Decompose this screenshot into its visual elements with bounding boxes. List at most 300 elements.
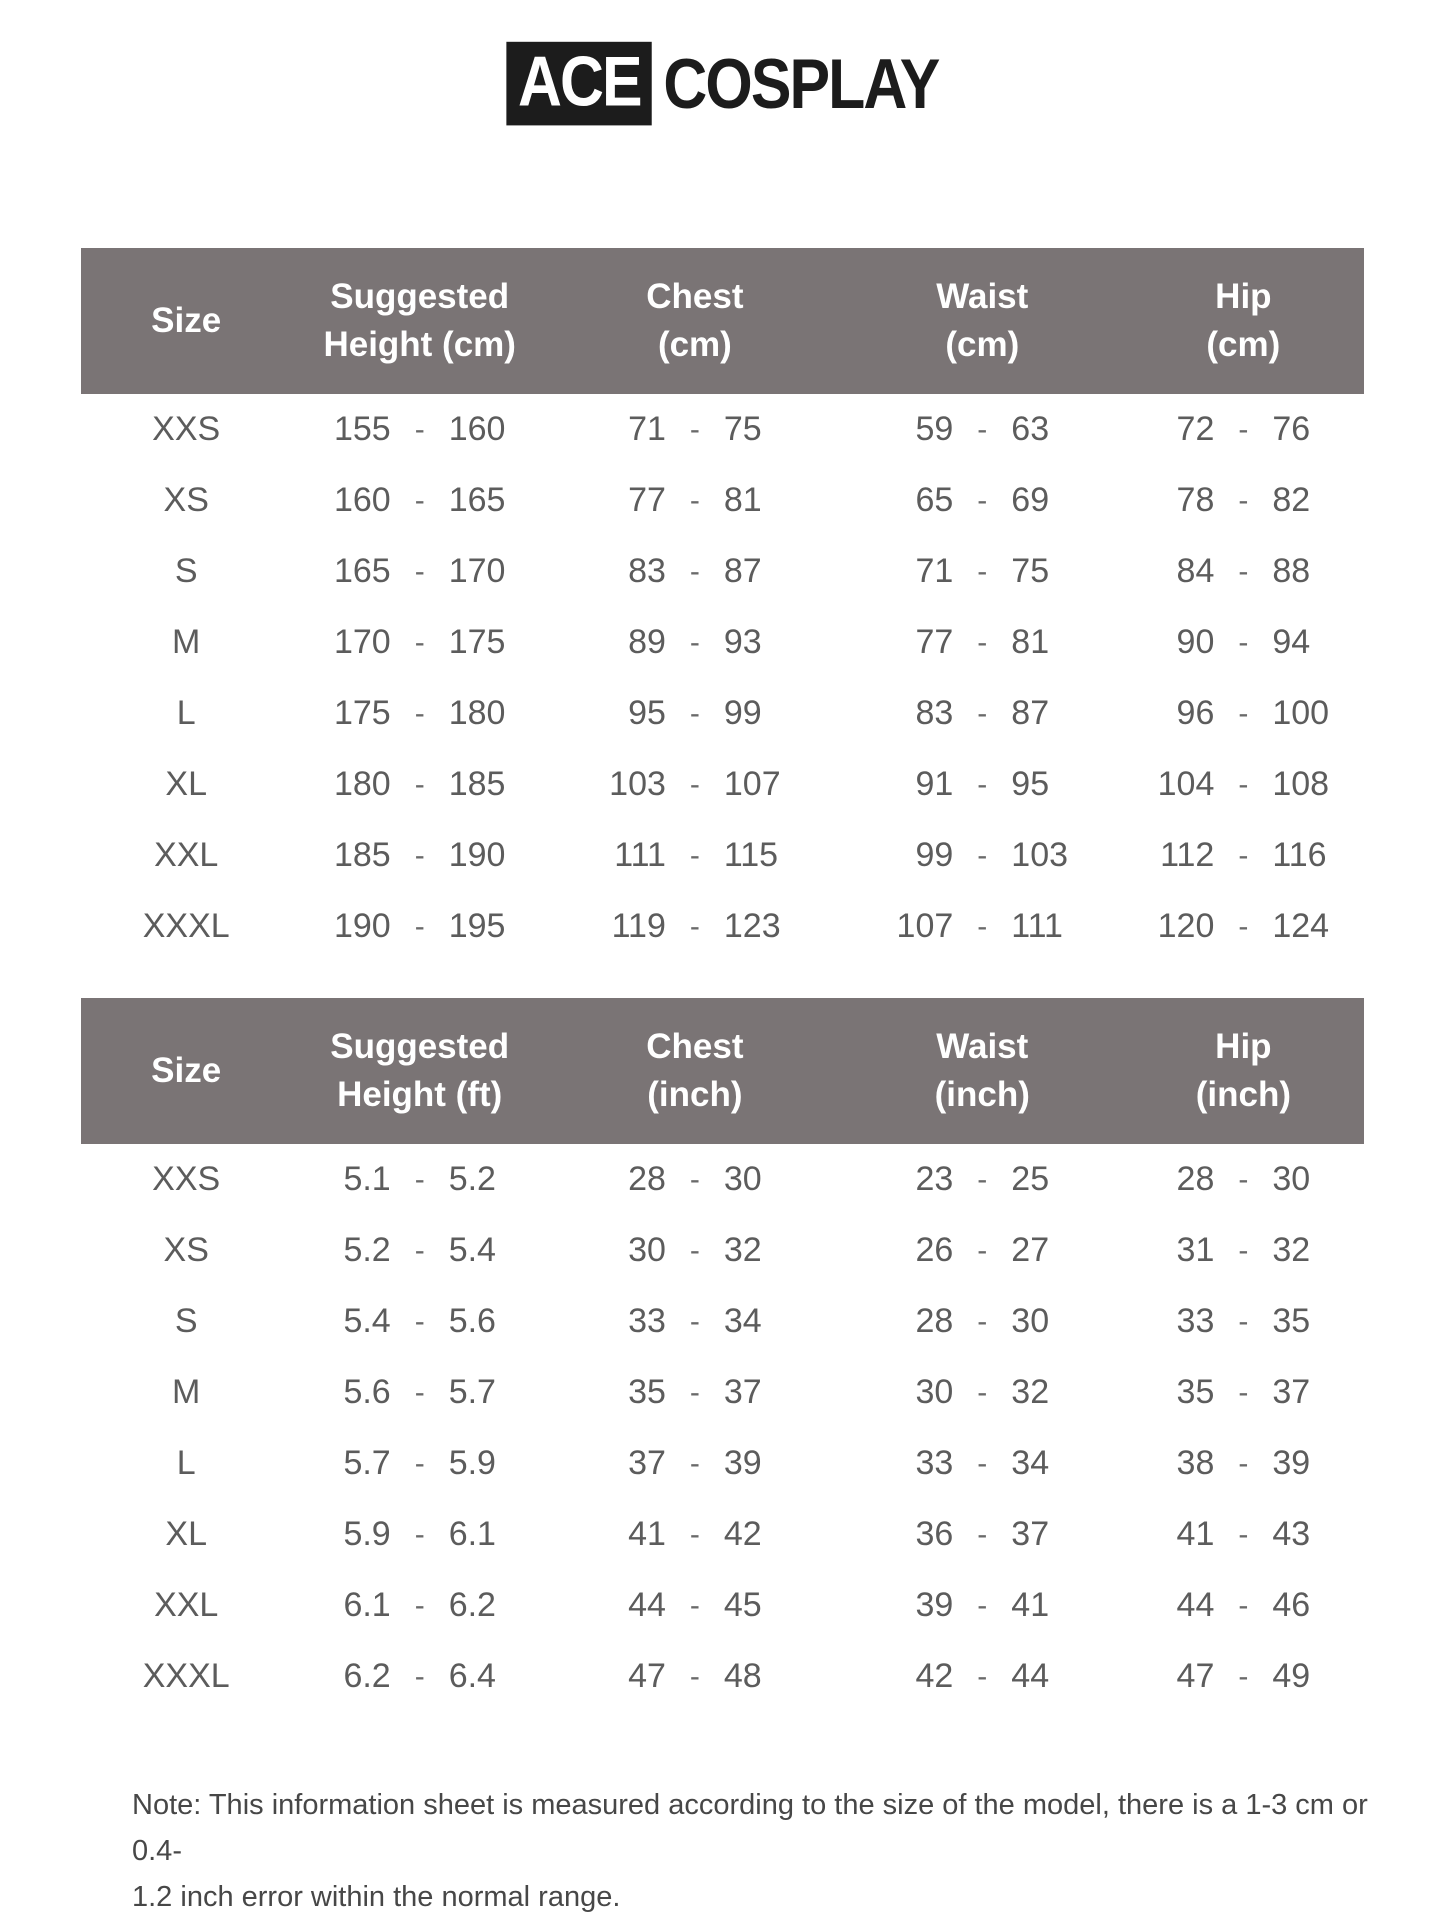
waist-max: 75 — [1011, 552, 1050, 590]
size-cell: S — [174, 1302, 198, 1340]
waist-max: 87 — [1011, 694, 1050, 732]
size-cell: XXL — [154, 1586, 219, 1624]
chest-max: 99 — [723, 694, 762, 732]
waist-min: 59 — [915, 410, 954, 448]
note-line-1: Note: This information sheet is measured according to the size of the model, there is a 1-3 cm or 0.4- — [132, 1789, 1368, 1867]
height-max: 195 — [448, 907, 506, 945]
table-row — [81, 1357, 1364, 1428]
hip-min: 96 — [1176, 694, 1215, 732]
waist-min: 26 — [915, 1231, 954, 1269]
hip-max: 43 — [1272, 1515, 1311, 1553]
height-range-cell — [291, 1302, 548, 1341]
waist-max: 37 — [1011, 1515, 1050, 1553]
chest-range-cell — [548, 552, 842, 591]
waist-range-cell — [842, 1231, 1123, 1270]
height-max: 5.7 — [448, 1373, 496, 1411]
height-min: 6.1 — [343, 1586, 391, 1624]
range-dash: - — [977, 483, 988, 517]
col-header-waist — [842, 273, 1123, 370]
table-row — [81, 749, 1364, 820]
height-range-cell — [291, 1444, 548, 1483]
chest-max: 115 — [723, 836, 779, 874]
range-dash: - — [414, 696, 425, 730]
height-min: 170 — [333, 623, 391, 661]
col-header-chest — [548, 1023, 842, 1120]
col-header-waist-line1: Waist — [936, 276, 1029, 316]
col-header-chest-line1: Chest — [646, 276, 744, 316]
size-cell: S — [174, 552, 198, 590]
hip-min: 28 — [1176, 1160, 1215, 1198]
waist-max: 41 — [1011, 1586, 1050, 1624]
range-dash: - — [414, 838, 425, 872]
hip-min: 104 — [1157, 765, 1215, 803]
chest-max: 107 — [723, 765, 781, 803]
range-dash: - — [1238, 838, 1249, 872]
waist-range-cell — [842, 623, 1123, 662]
range-dash: - — [689, 1304, 700, 1338]
col-header-waist-line2: (inch) — [934, 1075, 1030, 1114]
hip-max: 108 — [1272, 765, 1330, 803]
col-header-hip-line1: Hip — [1215, 1026, 1272, 1066]
range-dash: - — [689, 1588, 700, 1622]
chest-max: 39 — [723, 1444, 762, 1482]
waist-max: 111 — [1011, 907, 1063, 945]
height-max: 5.6 — [448, 1302, 496, 1340]
hip-range-cell — [1123, 481, 1364, 520]
col-header-height — [291, 273, 548, 370]
hip-min: 120 — [1157, 907, 1215, 945]
chest-range-cell — [548, 907, 842, 946]
range-dash: - — [414, 909, 425, 943]
hip-max: 37 — [1272, 1373, 1311, 1411]
range-dash: - — [414, 1162, 425, 1196]
hip-min: 33 — [1176, 1302, 1215, 1340]
note-text — [132, 1782, 1372, 1920]
waist-min: 77 — [915, 623, 954, 661]
hip-max: 39 — [1272, 1444, 1311, 1482]
waist-range-cell — [842, 1586, 1123, 1625]
height-max: 5.4 — [448, 1231, 496, 1269]
waist-max: 81 — [1011, 623, 1050, 661]
height-max: 6.1 — [448, 1515, 496, 1553]
chest-min: 103 — [609, 765, 666, 803]
hip-min: 78 — [1176, 481, 1215, 519]
table-header-cm — [81, 248, 1364, 394]
range-dash: - — [414, 554, 425, 588]
range-dash: - — [689, 1162, 700, 1196]
waist-range-cell — [842, 1373, 1123, 1412]
waist-min: 28 — [915, 1302, 954, 1340]
size-cell: L — [176, 1444, 196, 1482]
waist-range-cell — [842, 552, 1123, 591]
waist-min: 99 — [915, 836, 954, 874]
range-dash: - — [689, 1375, 700, 1409]
table-row — [81, 678, 1364, 749]
size-table-cm — [81, 248, 1364, 962]
height-range-cell — [291, 410, 548, 449]
range-dash: - — [689, 696, 700, 730]
range-dash: - — [689, 1517, 700, 1551]
col-header-size-label: Size — [151, 1050, 222, 1090]
height-max: 175 — [448, 623, 506, 661]
range-dash: - — [1238, 1517, 1249, 1551]
range-dash: - — [1238, 1659, 1249, 1693]
range-dash: - — [1238, 483, 1249, 517]
range-dash: - — [414, 412, 425, 446]
height-range-cell — [291, 1160, 548, 1199]
size-cell: XXS — [152, 1160, 221, 1198]
height-max: 170 — [448, 552, 506, 590]
range-dash: - — [977, 1659, 988, 1693]
chest-min: 41 — [628, 1515, 666, 1553]
hip-range-cell — [1123, 836, 1364, 875]
chest-range-cell — [548, 836, 842, 875]
waist-min: 33 — [915, 1444, 954, 1482]
col-header-chest-line1: Chest — [646, 1026, 744, 1066]
chest-range-cell — [548, 1657, 842, 1696]
height-range-cell — [291, 1657, 548, 1696]
chest-min: 30 — [628, 1231, 666, 1269]
col-header-height — [291, 1023, 548, 1120]
col-header-chest-line2: (cm) — [657, 325, 732, 364]
range-dash: - — [1238, 1304, 1249, 1338]
size-cell: XXS — [152, 410, 221, 448]
range-dash: - — [977, 1375, 988, 1409]
hip-min: 38 — [1176, 1444, 1215, 1482]
size-cell: L — [176, 694, 196, 732]
range-dash: - — [689, 909, 700, 943]
waist-min: 36 — [915, 1515, 954, 1553]
range-dash: - — [414, 1659, 425, 1693]
chest-max: 30 — [723, 1160, 762, 1198]
range-dash: - — [414, 1233, 425, 1267]
height-max: 190 — [448, 836, 506, 874]
hip-min: 31 — [1176, 1231, 1215, 1269]
chest-range-cell — [548, 1444, 842, 1483]
waist-range-cell — [842, 694, 1123, 733]
waist-max: 95 — [1011, 765, 1050, 803]
range-dash: - — [1238, 625, 1249, 659]
hip-max: 30 — [1272, 1160, 1311, 1198]
range-dash: - — [977, 625, 988, 659]
range-dash: - — [689, 554, 700, 588]
col-header-hip — [1123, 273, 1364, 370]
height-max: 5.2 — [448, 1160, 496, 1198]
waist-min: 65 — [915, 481, 954, 519]
height-min: 5.7 — [343, 1444, 391, 1482]
waist-range-cell — [842, 1515, 1123, 1554]
height-min: 5.2 — [343, 1231, 391, 1269]
chest-range-cell — [548, 1515, 842, 1554]
waist-range-cell — [842, 836, 1123, 875]
table-body-cm — [81, 394, 1364, 962]
waist-min: 30 — [915, 1373, 954, 1411]
size-cell: XS — [163, 1231, 209, 1269]
size-cell: XL — [165, 1515, 207, 1553]
hip-range-cell — [1123, 410, 1364, 449]
table-row — [81, 1428, 1364, 1499]
hip-range-cell — [1123, 1444, 1364, 1483]
hip-max: 116 — [1272, 836, 1327, 874]
col-header-hip-line1: Hip — [1215, 276, 1272, 316]
range-dash: - — [977, 1588, 988, 1622]
table-row — [81, 1499, 1364, 1570]
chest-max: 32 — [723, 1231, 762, 1269]
hip-min: 84 — [1176, 552, 1215, 590]
chest-range-cell — [548, 694, 842, 733]
chest-min: 35 — [628, 1373, 666, 1411]
range-dash: - — [414, 1304, 425, 1338]
range-dash: - — [1238, 1233, 1249, 1267]
table-row — [81, 820, 1364, 891]
height-range-cell — [291, 1515, 548, 1554]
table-row — [81, 1144, 1364, 1215]
height-max: 185 — [448, 765, 506, 803]
height-range-cell — [291, 1586, 548, 1625]
waist-range-cell — [842, 1160, 1123, 1199]
height-range-cell — [291, 1373, 548, 1412]
waist-range-cell — [842, 1657, 1123, 1696]
range-dash: - — [977, 909, 988, 943]
range-dash: - — [1238, 696, 1249, 730]
height-range-cell — [291, 481, 548, 520]
table-row — [81, 1286, 1364, 1357]
waist-max: 63 — [1011, 410, 1050, 448]
height-max: 6.2 — [448, 1586, 496, 1624]
range-dash: - — [1238, 909, 1249, 943]
size-cell: XXXL — [142, 907, 230, 945]
range-dash: - — [689, 1446, 700, 1480]
logo-cosplay-text: COSPLAY — [663, 44, 939, 124]
range-dash: - — [414, 1446, 425, 1480]
hip-range-cell — [1123, 1302, 1364, 1341]
col-header-hip-line2: (inch) — [1195, 1075, 1291, 1114]
height-max: 165 — [448, 481, 506, 519]
col-header-size-label: Size — [151, 300, 222, 340]
height-min: 6.2 — [343, 1657, 391, 1695]
hip-min: 47 — [1176, 1657, 1215, 1695]
chest-max: 45 — [723, 1586, 762, 1624]
chest-range-cell — [548, 1231, 842, 1270]
chest-max: 93 — [723, 623, 762, 661]
note-line-2: 1.2 inch error within the normal range. — [132, 1881, 621, 1913]
chest-min: 89 — [628, 623, 666, 661]
col-header-height-line2: Height (cm) — [323, 325, 516, 364]
col-header-chest — [548, 273, 842, 370]
hip-max: 46 — [1272, 1586, 1311, 1624]
chest-range-cell — [548, 481, 842, 520]
waist-min: 39 — [915, 1586, 954, 1624]
hip-min: 72 — [1176, 410, 1215, 448]
size-cell: M — [172, 1373, 201, 1411]
range-dash: - — [414, 1588, 425, 1622]
waist-max: 69 — [1011, 481, 1050, 519]
chest-min: 37 — [628, 1444, 666, 1482]
hip-min: 41 — [1176, 1515, 1215, 1553]
waist-max: 27 — [1011, 1231, 1050, 1269]
range-dash: - — [1238, 1446, 1249, 1480]
hip-max: 76 — [1272, 410, 1311, 448]
height-range-cell — [291, 836, 548, 875]
chest-max: 123 — [723, 907, 781, 945]
range-dash: - — [977, 696, 988, 730]
col-header-size — [81, 1047, 291, 1095]
range-dash: - — [1238, 1588, 1249, 1622]
hip-max: 49 — [1272, 1657, 1311, 1695]
table-header-inch — [81, 998, 1364, 1144]
range-dash: - — [689, 767, 700, 801]
range-dash: - — [977, 412, 988, 446]
hip-range-cell — [1123, 1373, 1364, 1412]
chest-min: 119 — [611, 907, 666, 945]
hip-range-cell — [1123, 907, 1364, 946]
range-dash: - — [977, 1304, 988, 1338]
table-row — [81, 891, 1364, 962]
waist-range-cell — [842, 765, 1123, 804]
height-max: 160 — [448, 410, 506, 448]
table-row — [81, 465, 1364, 536]
chest-range-cell — [548, 1160, 842, 1199]
col-header-chest-line2: (inch) — [647, 1075, 743, 1114]
hip-range-cell — [1123, 1586, 1364, 1625]
height-range-cell — [291, 623, 548, 662]
chest-max: 42 — [723, 1515, 762, 1553]
waist-min: 71 — [915, 552, 954, 590]
range-dash: - — [977, 1446, 988, 1480]
waist-min: 23 — [915, 1160, 954, 1198]
chest-range-cell — [548, 410, 842, 449]
height-max: 6.4 — [448, 1657, 496, 1695]
chest-min: 33 — [628, 1302, 666, 1340]
col-header-hip-line2: (cm) — [1206, 325, 1281, 364]
height-range-cell — [291, 694, 548, 733]
range-dash: - — [1238, 1162, 1249, 1196]
range-dash: - — [977, 1162, 988, 1196]
col-header-height-line1: Suggested — [330, 1026, 510, 1066]
waist-min: 107 — [896, 907, 954, 945]
waist-max: 32 — [1011, 1373, 1050, 1411]
col-header-waist-line2: (cm) — [945, 325, 1020, 364]
col-header-height-line2: Height (ft) — [337, 1075, 503, 1114]
height-min: 5.1 — [343, 1160, 391, 1198]
hip-range-cell — [1123, 1231, 1364, 1270]
chest-range-cell — [548, 765, 842, 804]
chest-max: 34 — [723, 1302, 762, 1340]
range-dash: - — [689, 1659, 700, 1693]
chest-range-cell — [548, 623, 842, 662]
hip-range-cell — [1123, 552, 1364, 591]
col-header-size — [81, 297, 291, 345]
range-dash: - — [977, 767, 988, 801]
hip-min: 112 — [1160, 836, 1215, 874]
size-cell: XL — [165, 765, 207, 803]
waist-min: 42 — [915, 1657, 954, 1695]
range-dash: - — [689, 412, 700, 446]
height-min: 175 — [333, 694, 391, 732]
logo-ace-badge: ACE — [507, 42, 652, 126]
waist-min: 83 — [915, 694, 954, 732]
table-row — [81, 1641, 1364, 1712]
col-header-waist — [842, 1023, 1123, 1120]
size-cell: XS — [163, 481, 209, 519]
range-dash: - — [414, 625, 425, 659]
table-row — [81, 394, 1364, 465]
hip-min: 35 — [1176, 1373, 1215, 1411]
hip-range-cell — [1123, 1160, 1364, 1199]
waist-max: 34 — [1011, 1444, 1050, 1482]
height-range-cell — [291, 765, 548, 804]
range-dash: - — [977, 1233, 988, 1267]
waist-range-cell — [842, 1302, 1123, 1341]
table-row — [81, 536, 1364, 607]
col-header-hip — [1123, 1023, 1364, 1120]
hip-max: 32 — [1272, 1231, 1311, 1269]
brand-logo — [36, 0, 1409, 125]
chest-max: 37 — [723, 1373, 762, 1411]
waist-min: 91 — [915, 765, 954, 803]
hip-min: 90 — [1176, 623, 1215, 661]
hip-max: 35 — [1272, 1302, 1311, 1340]
hip-max: 124 — [1272, 907, 1330, 945]
table-row — [81, 1215, 1364, 1286]
hip-range-cell — [1123, 694, 1364, 733]
height-min: 5.6 — [343, 1373, 391, 1411]
size-cell: XXXL — [142, 1657, 230, 1695]
chest-min: 47 — [628, 1657, 666, 1695]
chest-max: 48 — [723, 1657, 762, 1695]
chest-min: 28 — [628, 1160, 666, 1198]
hip-min: 44 — [1176, 1586, 1215, 1624]
height-min: 155 — [333, 410, 391, 448]
range-dash: - — [977, 554, 988, 588]
table-body-inch — [81, 1144, 1364, 1712]
range-dash: - — [689, 1233, 700, 1267]
hip-range-cell — [1123, 1657, 1364, 1696]
range-dash: - — [689, 483, 700, 517]
chest-max: 87 — [723, 552, 762, 590]
chest-range-cell — [548, 1302, 842, 1341]
size-table-inch — [81, 998, 1364, 1712]
chest-min: 95 — [628, 694, 666, 732]
chest-range-cell — [548, 1586, 842, 1625]
chest-min: 77 — [628, 481, 666, 519]
hip-max: 94 — [1272, 623, 1311, 661]
chest-min: 71 — [628, 410, 666, 448]
range-dash: - — [977, 1517, 988, 1551]
height-range-cell — [291, 552, 548, 591]
chest-max: 75 — [723, 410, 762, 448]
waist-max: 103 — [1011, 836, 1069, 874]
hip-range-cell — [1123, 1515, 1364, 1554]
waist-range-cell — [842, 410, 1123, 449]
range-dash: - — [1238, 1375, 1249, 1409]
col-header-height-line1: Suggested — [330, 276, 510, 316]
size-cell: M — [172, 623, 201, 661]
chest-min: 111 — [614, 836, 666, 874]
waist-max: 30 — [1011, 1302, 1050, 1340]
range-dash: - — [414, 483, 425, 517]
waist-max: 44 — [1011, 1657, 1050, 1695]
chest-range-cell — [548, 1373, 842, 1412]
range-dash: - — [977, 838, 988, 872]
height-min: 160 — [333, 481, 391, 519]
size-cell: XXL — [154, 836, 219, 874]
table-row — [81, 1570, 1364, 1641]
height-min: 180 — [333, 765, 391, 803]
waist-range-cell — [842, 907, 1123, 946]
height-min: 185 — [333, 836, 391, 874]
height-range-cell — [291, 907, 548, 946]
